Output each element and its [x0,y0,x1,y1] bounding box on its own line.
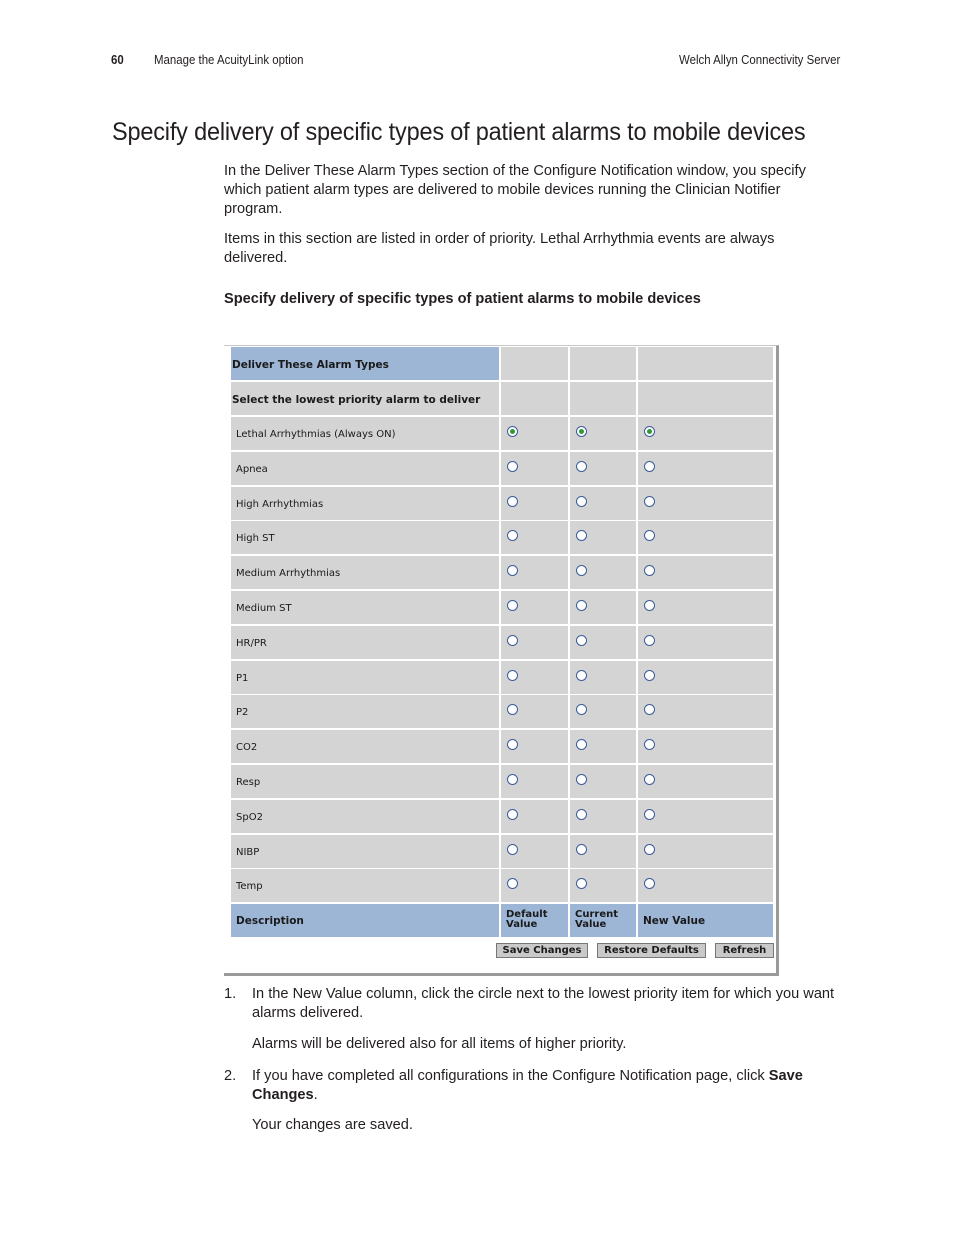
default-value-radio [507,461,518,472]
new-value-cell [638,835,773,868]
default-value-radio [507,809,518,820]
alarm-type-label: HR/PR [236,638,267,649]
alarm-label-cell [231,661,499,694]
new-value-radio[interactable] [644,496,655,507]
current-value-cell [570,800,636,833]
blank-cell [638,382,773,415]
alarm-label-cell [231,521,499,554]
new-value-cell [638,487,773,520]
step-2-text-before: If you have completed all configurations in the Configure Notification page, click [252,1068,769,1084]
default-value-radio [507,878,518,889]
alarm-type-label: Resp [236,777,261,788]
default-value-radio [507,739,518,750]
current-value-cell [570,452,636,485]
current-value-radio [576,496,587,507]
default-value-radio [507,530,518,541]
blank-cell [638,347,773,380]
step-2-text [252,1067,842,1105]
step-2-result: Your changes are saved. [252,1117,413,1133]
new-value-cell [638,521,773,554]
page-number: 60 [111,52,124,67]
default-value-cell [501,521,568,554]
new-value-radio[interactable] [644,704,655,715]
default-value-cell [501,661,568,694]
alarm-label-cell [231,487,499,520]
alarm-type-label: High Arrhythmias [236,499,324,510]
alarm-label-cell [231,800,499,833]
alarm-type-label: Temp [236,881,263,892]
save-changes-reference: Save Changes [252,1068,803,1103]
select-lowest-priority-label: Select the lowest priority alarm to deliver [232,394,481,406]
current-value-cell [570,835,636,868]
new-value-cell [638,591,773,624]
new-value-cell [638,452,773,485]
new-value-radio[interactable] [644,809,655,820]
alarm-type-label: P2 [236,707,249,718]
current-value-radio [576,844,587,855]
current-value-cell [570,661,636,694]
alarm-label-cell [231,417,499,450]
default-value-radio [507,635,518,646]
figure-caption: Specify delivery of specific types of patient alarms to mobile devices [224,291,701,307]
description-label: Description [236,915,304,927]
current-value-radio [576,670,587,681]
default-value-label: Default Value [506,909,548,930]
current-value-cell [570,591,636,624]
step-2 [224,1067,844,1107]
alarm-type-label: Medium ST [236,603,292,614]
default-value-cell [501,800,568,833]
footer-cell [501,904,568,937]
blank-cell [570,382,636,415]
default-value-cell [501,452,568,485]
current-value-cell [570,695,636,728]
step-1-number: 1. [224,986,237,1002]
blank-cell [570,347,636,380]
alarm-label-cell [231,452,499,485]
step-2-text-after: . [313,1087,318,1103]
current-value-label: Current Value [575,909,619,930]
new-value-cell [638,626,773,659]
alarm-type-label: SpO2 [236,812,263,823]
step-1-result: Alarms will be delivered also for all items of higher priority. [252,1036,627,1052]
page-title: Specify delivery of specific types of patient alarms to mobile devices [112,118,806,146]
restore-defaults-button[interactable]: Restore Defaults [597,943,706,958]
default-value-radio [507,774,518,785]
default-value-radio [507,670,518,681]
current-value-cell [570,556,636,589]
intro-paragraph-2: Items in this section are listed in order of priority. Lethal Arrhythmia events are always delivered. [224,231,775,266]
new-value-label: New Value [643,915,706,927]
new-value-cell [638,765,773,798]
new-value-radio[interactable] [644,426,655,437]
alarm-type-label: NIBP [236,847,260,858]
new-value-cell [638,695,773,728]
subheader-cell [231,382,499,415]
new-value-radio[interactable] [644,878,655,889]
new-value-radio[interactable] [644,844,655,855]
new-value-radio[interactable] [644,774,655,785]
default-value-cell [501,730,568,763]
new-value-cell [638,661,773,694]
step-1 [224,985,844,1025]
current-value-radio [576,774,587,785]
current-value-radio [576,739,587,750]
current-value-cell [570,869,636,902]
current-value-cell [570,626,636,659]
default-value-cell [501,626,568,659]
blank-cell [501,382,568,415]
alarm-type-label: Lethal Arrhythmias (Always ON) [236,429,396,440]
footer-cell [231,904,499,937]
current-value-cell [570,730,636,763]
current-value-cell [570,487,636,520]
step-2-number: 2. [224,1068,237,1084]
alarm-label-cell [231,591,499,624]
new-value-cell [638,417,773,450]
new-value-radio[interactable] [644,670,655,681]
alarm-label-cell [231,869,499,902]
new-value-radio[interactable] [644,530,655,541]
alarm-type-label: CO2 [236,742,258,753]
current-value-radio [576,878,587,889]
default-value-cell [501,765,568,798]
alarm-label-cell [231,695,499,728]
current-value-cell [570,521,636,554]
new-value-radio[interactable] [644,461,655,472]
alarm-type-label: P1 [236,673,249,684]
default-value-radio [507,600,518,611]
current-value-radio [576,461,587,472]
current-value-radio [576,426,587,437]
current-value-radio [576,565,587,576]
alarm-type-label: High ST [236,533,275,544]
current-value-radio [576,809,587,820]
new-value-cell [638,556,773,589]
new-value-cell [638,869,773,902]
current-value-radio [576,635,587,646]
new-value-cell [638,730,773,763]
new-value-radio[interactable] [644,565,655,576]
new-value-cell [638,800,773,833]
current-value-radio [576,704,587,715]
alarm-type-label: Medium Arrhythmias [236,568,341,579]
save-changes-button[interactable]: Save Changes [496,943,588,958]
default-value-cell [501,591,568,624]
header-cell [231,347,499,380]
refresh-button[interactable]: Refresh [715,943,774,958]
footer-cell [638,904,773,937]
running-product-title: Welch Allyn Connectivity Server [678,52,840,67]
default-value-cell [501,835,568,868]
step-1-text: In the New Value column, click the circle next to the lowest priority item for which you want alarms delivered. [252,986,835,1021]
new-value-radio[interactable] [644,600,655,611]
current-value-cell [570,417,636,450]
blank-cell [501,347,568,380]
default-value-radio [507,426,518,437]
default-value-cell [501,487,568,520]
footer-cell [570,904,636,937]
alarm-label-cell [231,626,499,659]
new-value-radio[interactable] [644,739,655,750]
default-value-cell [501,869,568,902]
current-value-radio [576,530,587,541]
deliver-alarm-types-header: Deliver These Alarm Types [232,359,389,371]
default-value-cell [501,417,568,450]
new-value-radio[interactable] [644,635,655,646]
alarm-label-cell [231,835,499,868]
configure-notification-screenshot [224,345,779,976]
intro-paragraph-1: In the Deliver These Alarm Types section of the Configure Notification window, you specify which patient alarm types are delivered to mobile devices running the Clinician Notifier program. [224,163,806,217]
alarm-label-cell [231,556,499,589]
default-value-cell [501,556,568,589]
alarm-type-label: Apnea [236,464,268,475]
default-value-cell [501,695,568,728]
default-value-radio [507,844,518,855]
running-section-title: Manage the AcuityLink option [154,52,304,67]
current-value-cell [570,765,636,798]
default-value-radio [507,496,518,507]
default-value-radio [507,704,518,715]
alarm-label-cell [231,765,499,798]
current-value-radio [576,600,587,611]
default-value-radio [507,565,518,576]
alarm-label-cell [231,730,499,763]
